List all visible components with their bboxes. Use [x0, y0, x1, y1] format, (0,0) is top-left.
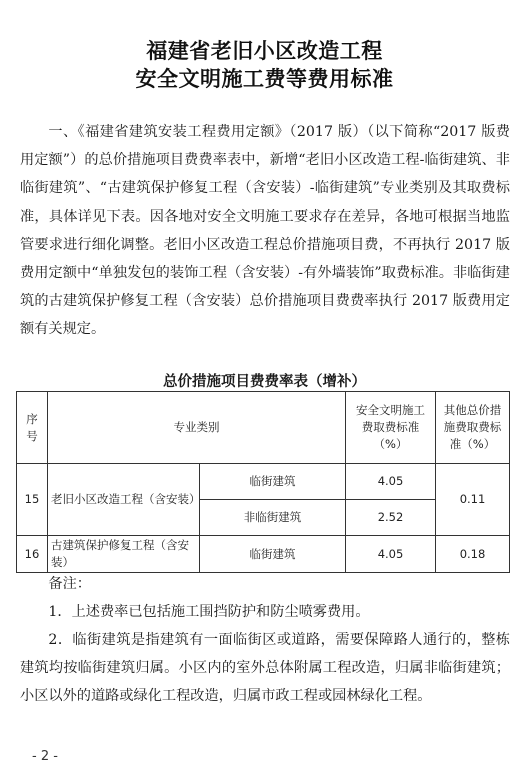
document-title-line2: 安全文明施工费等费用标准 — [135, 66, 394, 91]
header-safety-rate: 安全文明施工费取费标准（%） — [346, 392, 436, 464]
row-safety-rate: 2.52 — [346, 500, 436, 536]
row-other-rate: 0.18 — [436, 536, 510, 573]
note-1: 1．上述费率已包括施工围挡防护和防尘喷雾费用。 — [48, 604, 370, 620]
row-seq: 16 — [17, 536, 48, 573]
rate-table — [16, 391, 510, 573]
table-title: 总价措施项目费费率表（增补） — [163, 374, 366, 390]
body-paragraph-1: 一、《福建省建筑安装工程费用定额》（2017 版）（以下简称“2017 版费用定额”）的总价措施项目费费率表中，新增“老旧小区改造工程-临街建筑、非临街建筑”、“古建筑保护修复工程（含安装）-临街建筑”专业类别及其取费标准，具体详见下表。因各地对安全文明施工要求存在差异，各地可根据当地监管要求进行细化调整。老旧小区改造工程总价措施项目费，不再执行 2017 版费用定额中“单独发包的装饰工程（含安装）-有外墙装饰”取费标准。非临街建筑的古建筑保护修复工程（含安装）总价措施项目费费率执行 2017 版费用定额有关规定。 — [20, 124, 510, 338]
table-header-row — [17, 392, 510, 464]
row-safety-rate: 4.05 — [346, 536, 436, 573]
row-project: 古建筑保护修复工程（含安装） — [48, 536, 200, 573]
header-category: 专业类别 — [48, 392, 346, 464]
header-seq: 序号 — [17, 392, 48, 464]
note-2: 2．临街建筑是指建筑有一面临街区或道路，需要保障路人通行的，整栋建筑均按临街建筑归属。小区内的室外总体附属工程改造，归属非临街建筑；小区以外的道路或绿化工程改造，归属市政工程或园林绿化工程。 — [20, 632, 510, 705]
header-other-rate: 其他总价措施费取费标准（%） — [436, 392, 510, 464]
notes-heading: 备注： — [48, 576, 91, 592]
document-title-line1: 福建省老旧小区改造工程 — [146, 38, 383, 63]
page-number: - 2 - — [32, 749, 58, 764]
row-safety-rate: 4.05 — [346, 464, 436, 500]
table-row — [17, 464, 510, 500]
row-project: 老旧小区改造工程（含安装） — [48, 464, 200, 536]
row-sub-type: 临街建筑 — [200, 536, 346, 573]
row-other-rate: 0.11 — [436, 464, 510, 536]
table-row — [17, 536, 510, 573]
row-sub-type: 非临街建筑 — [200, 500, 346, 536]
row-sub-type: 临街建筑 — [200, 464, 346, 500]
row-seq: 15 — [17, 464, 48, 536]
